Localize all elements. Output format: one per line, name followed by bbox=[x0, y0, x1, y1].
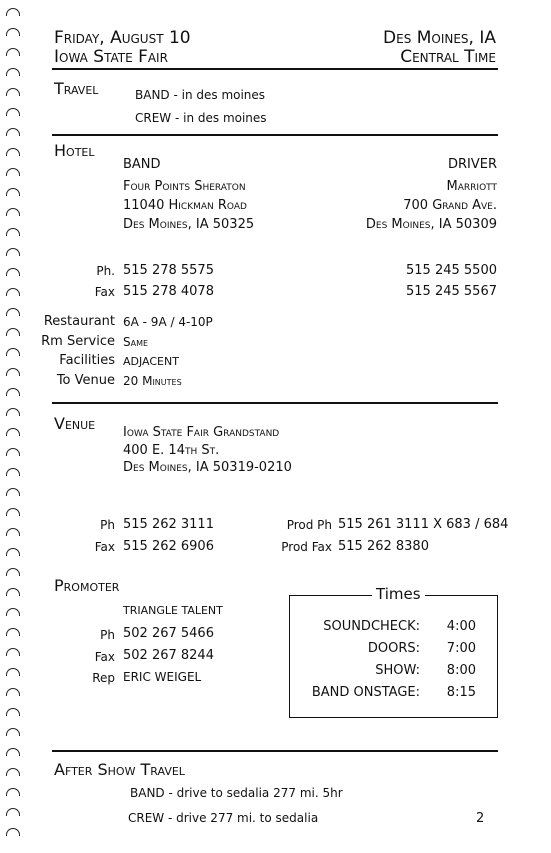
hotel-divider bbox=[52, 402, 498, 404]
promoter-fax: 502 267 8244 bbox=[123, 648, 214, 663]
hotel-band-address2: Des Moines, IA 50325 bbox=[123, 217, 255, 232]
after-show-band: BAND - drive to sedalia 277 mi. 5hr bbox=[130, 786, 343, 800]
times-soundcheck-value: 4:00 bbox=[446, 619, 476, 634]
page-number: 2 bbox=[476, 811, 485, 826]
room-service-label: Rm Service bbox=[41, 334, 115, 349]
spiral-ring bbox=[6, 228, 20, 236]
to-venue-label: To Venue bbox=[56, 373, 115, 388]
promoter-name: TRIANGLE TALENT bbox=[123, 604, 223, 617]
to-venue-value: 20 Minutes bbox=[123, 374, 182, 388]
spiral-ring bbox=[6, 528, 20, 536]
venue-address1: 400 E. 14th St. bbox=[123, 443, 220, 458]
spiral-ring bbox=[6, 288, 20, 296]
hotel-title: Hotel bbox=[54, 141, 95, 160]
times-title: Times bbox=[372, 585, 425, 603]
spiral-ring bbox=[6, 648, 20, 656]
spiral-ring bbox=[6, 668, 20, 676]
spiral-ring bbox=[6, 148, 20, 156]
travel-band: BAND - in des moines bbox=[135, 88, 266, 102]
spiral-ring bbox=[6, 408, 20, 416]
spiral-ring bbox=[6, 768, 20, 776]
hotel-band-fax: 515 278 4078 bbox=[123, 284, 214, 299]
hotel-driver-address1: 700 Grand Ave. bbox=[403, 198, 497, 213]
venue-phone: 515 262 3111 bbox=[123, 517, 214, 532]
promoter-ph-label: Ph bbox=[100, 628, 115, 642]
hotel-driver-phone: 515 245 5500 bbox=[406, 263, 497, 278]
promoter-rep: ERIC WEIGEL bbox=[123, 670, 202, 684]
spiral-ring bbox=[6, 468, 20, 476]
spiral-ring bbox=[6, 748, 20, 756]
after-show-divider bbox=[52, 750, 498, 752]
spiral-ring bbox=[6, 788, 20, 796]
spiral-ring bbox=[6, 88, 20, 96]
spiral-ring bbox=[6, 328, 20, 336]
travel-divider bbox=[52, 134, 498, 136]
times-doors-label: DOORS: bbox=[367, 641, 420, 656]
spiral-ring bbox=[6, 588, 20, 596]
spiral-ring bbox=[6, 828, 20, 836]
venue-fax: 515 262 6906 bbox=[123, 539, 214, 554]
venue-title: Venue bbox=[54, 414, 96, 433]
hotel-driver-address2: Des Moines, IA 50309 bbox=[365, 217, 497, 232]
spiral-ring bbox=[6, 608, 20, 616]
times-soundcheck-label: SOUNDCHECK: bbox=[323, 619, 420, 634]
venue-prod-ph-label: Prod Ph bbox=[286, 518, 332, 532]
spiral-ring bbox=[6, 548, 20, 556]
spiral-ring bbox=[6, 68, 20, 76]
spiral-ring bbox=[6, 708, 20, 716]
spiral-ring bbox=[6, 188, 20, 196]
promoter-fax-label: Fax bbox=[94, 650, 115, 664]
header-timezone: Central Time bbox=[400, 47, 496, 67]
venue-address2: Des Moines, IA 50319-0210 bbox=[123, 460, 292, 475]
spiral-ring bbox=[6, 488, 20, 496]
header-date: Friday, August 10 bbox=[54, 28, 191, 48]
spiral-ring bbox=[6, 248, 20, 256]
hotel-band-address1: 11040 Hickman Road bbox=[123, 198, 247, 213]
header-city: Des Moines, IA bbox=[383, 28, 496, 48]
spiral-ring bbox=[6, 808, 20, 816]
hotel-ph-label: Ph. bbox=[96, 264, 115, 278]
after-show-title: After Show Travel bbox=[54, 760, 185, 779]
promoter-rep-label: Rep bbox=[92, 671, 115, 685]
restaurant-hours: 6A - 9A / 4-10P bbox=[123, 315, 213, 329]
times-show-label: SHOW: bbox=[375, 663, 420, 678]
spiral-ring bbox=[6, 168, 20, 176]
promoter-title: Promoter bbox=[54, 576, 120, 595]
spiral-binding bbox=[6, 8, 20, 848]
venue-prod-fax-label: Prod Fax bbox=[281, 540, 332, 554]
spiral-ring bbox=[6, 268, 20, 276]
venue-fax-label: Fax bbox=[94, 540, 115, 554]
venue-name: Iowa State Fair Grandstand bbox=[123, 425, 280, 440]
facilities-value: ADJACENT bbox=[123, 355, 179, 368]
hotel-driver-label: DRIVER bbox=[447, 157, 497, 172]
spiral-ring bbox=[6, 508, 20, 516]
facilities-label: Facilities bbox=[59, 353, 115, 368]
spiral-ring bbox=[6, 368, 20, 376]
times-band-onstage-value: 8:15 bbox=[446, 685, 476, 700]
spiral-ring bbox=[6, 388, 20, 396]
spiral-ring bbox=[6, 8, 20, 16]
times-doors-value: 7:00 bbox=[446, 641, 476, 656]
spiral-ring bbox=[6, 348, 20, 356]
venue-prod-phone: 515 261 3111 X 683 / 684 bbox=[338, 517, 509, 532]
spiral-ring bbox=[6, 208, 20, 216]
travel-crew: CREW - in des moines bbox=[135, 111, 267, 125]
spiral-ring bbox=[6, 448, 20, 456]
header-divider bbox=[52, 68, 498, 70]
spiral-ring bbox=[6, 48, 20, 56]
hotel-driver-name: Marriott bbox=[446, 179, 497, 194]
hotel-fax-label: Fax bbox=[94, 285, 115, 299]
times-band-onstage-label: BAND ONSTAGE: bbox=[311, 685, 420, 700]
after-show-crew: CREW - drive 277 mi. to sedalia bbox=[128, 811, 319, 825]
spiral-ring bbox=[6, 688, 20, 696]
hotel-band-label: BAND bbox=[123, 157, 161, 172]
spiral-ring bbox=[6, 308, 20, 316]
spiral-ring bbox=[6, 108, 20, 116]
hotel-band-name: Four Points Sheraton bbox=[123, 179, 246, 194]
restaurant-label: Restaurant bbox=[43, 314, 115, 329]
spiral-ring bbox=[6, 628, 20, 636]
hotel-band-phone: 515 278 5575 bbox=[123, 263, 214, 278]
header-event: Iowa State Fair bbox=[54, 47, 168, 67]
promoter-phone: 502 267 5466 bbox=[123, 626, 214, 641]
room-service-value: Same bbox=[123, 335, 149, 349]
travel-title: Travel bbox=[54, 79, 99, 98]
spiral-ring bbox=[6, 568, 20, 576]
spiral-ring bbox=[6, 728, 20, 736]
times-show-value: 8:00 bbox=[446, 663, 476, 678]
hotel-driver-fax: 515 245 5567 bbox=[406, 284, 497, 299]
spiral-ring bbox=[6, 428, 20, 436]
venue-ph-label: Ph bbox=[100, 518, 115, 532]
venue-prod-fax: 515 262 8380 bbox=[338, 539, 429, 554]
spiral-ring bbox=[6, 128, 20, 136]
spiral-ring bbox=[6, 28, 20, 36]
